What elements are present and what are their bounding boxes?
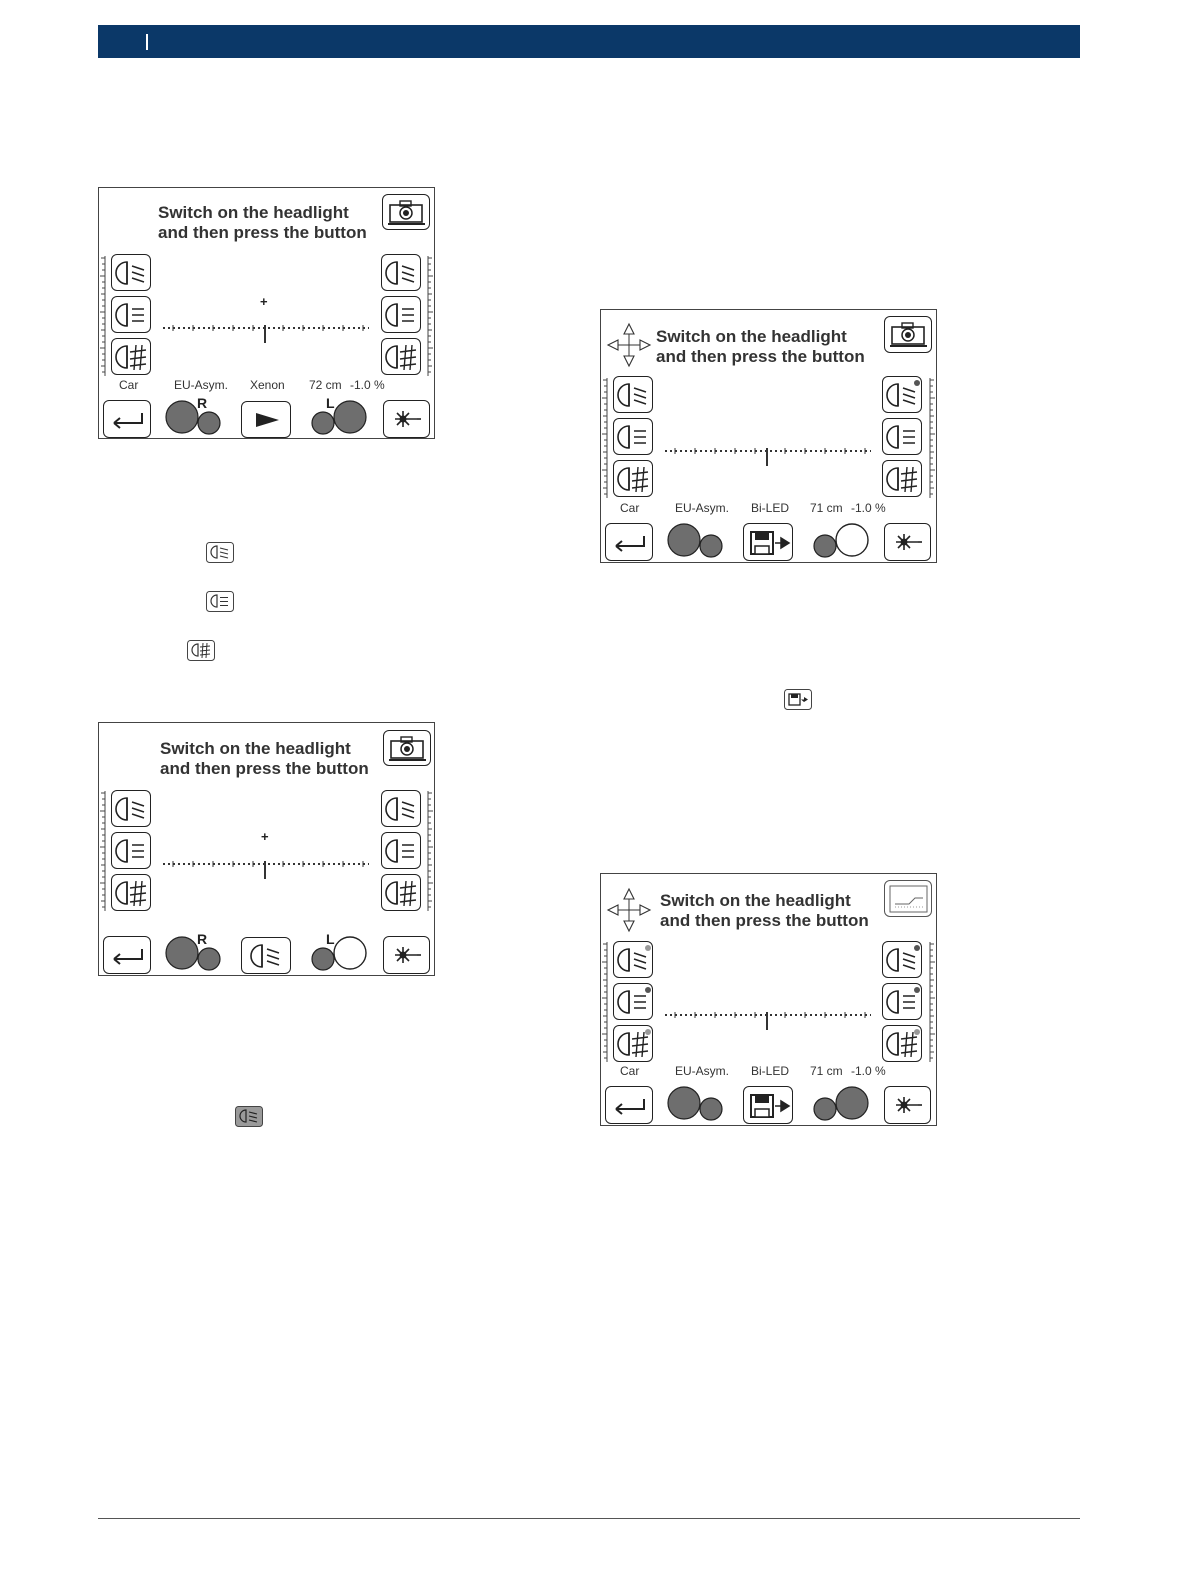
low-beam-button-left[interactable] — [111, 790, 151, 827]
low-beam-select-button[interactable] — [241, 937, 291, 974]
high-beam-button-right[interactable] — [882, 983, 922, 1020]
low-beam-button-right[interactable] — [381, 790, 421, 827]
camera-button[interactable] — [383, 730, 431, 766]
fog-light-button-right[interactable] — [381, 338, 421, 375]
lamp-type-label: Bi-LED — [751, 501, 790, 515]
screen-message-line2: and then press the button — [660, 911, 869, 930]
high-beam-button-left[interactable] — [613, 983, 653, 1020]
low-beam-button-right[interactable] — [882, 376, 922, 413]
low-beam-icon — [883, 377, 923, 414]
high-beam-icon — [206, 591, 234, 612]
laser-button[interactable] — [383, 936, 430, 974]
light-type-label: EU-Asym. — [675, 501, 729, 515]
fog-light-icon — [187, 640, 215, 661]
lamp-type-label: Xenon — [250, 378, 285, 392]
laser-button[interactable] — [884, 1086, 931, 1124]
graph-icon — [885, 881, 933, 918]
back-button[interactable] — [103, 936, 151, 974]
screen-message-line2: and then press the button — [158, 223, 367, 242]
distance-label: 71 cm — [810, 1064, 843, 1078]
fog-light-icon — [614, 461, 654, 498]
high-beam-button-right[interactable] — [381, 832, 421, 869]
save-forward-button[interactable] — [743, 523, 793, 561]
light-type-label: EU-Asym. — [174, 378, 228, 392]
high-beam-button-right[interactable] — [381, 296, 421, 333]
right-scale — [929, 942, 937, 1062]
low-beam-icon — [112, 255, 152, 292]
move-arrows-icon — [606, 322, 652, 368]
start-button[interactable] — [241, 401, 291, 438]
low-beam-button-left[interactable] — [613, 376, 653, 413]
fog-light-button-left[interactable] — [111, 874, 151, 911]
light-type-label: EU-Asym. — [675, 1064, 729, 1078]
screen-message-line1: Switch on the headlight — [160, 739, 351, 758]
high-beam-icon — [112, 833, 152, 870]
high-beam-icon — [112, 297, 152, 334]
left-scale — [99, 256, 107, 376]
camera-icon — [383, 195, 431, 231]
low-beam-selected-icon — [235, 1106, 263, 1127]
low-beam-button-right[interactable] — [381, 254, 421, 291]
footer-rule — [98, 1518, 1080, 1519]
low-beam-icon — [112, 791, 152, 828]
screen-message-line2: and then press the button — [160, 759, 369, 778]
right-side-selector[interactable] — [665, 521, 729, 563]
high-beam-icon — [614, 984, 654, 1021]
low-beam-button-right[interactable] — [882, 941, 922, 978]
low-beam-icon — [206, 542, 234, 563]
high-beam-icon — [382, 297, 422, 334]
graph-button[interactable] — [884, 880, 932, 917]
screen-4 — [600, 873, 937, 1126]
screen-message-line2: and then press the button — [656, 347, 865, 366]
inclination-label: -1.0 % — [350, 378, 385, 392]
horizontal-reference-line — [665, 1010, 871, 1032]
inclination-label: -1.0 % — [851, 501, 886, 515]
screen-message-line1: Switch on the headlight — [158, 203, 349, 222]
camera-icon — [384, 731, 432, 767]
low-beam-icon — [883, 942, 923, 979]
fog-light-button-left[interactable] — [613, 1025, 653, 1062]
high-beam-button-right[interactable] — [882, 418, 922, 455]
right-side-marker: R — [197, 395, 208, 411]
low-beam-icon — [382, 791, 422, 828]
fog-light-button-left[interactable] — [111, 338, 151, 375]
screen-3 — [600, 309, 937, 563]
left-scale — [601, 378, 609, 498]
back-button[interactable] — [605, 523, 653, 561]
left-scale — [601, 942, 609, 1062]
fog-light-icon — [382, 339, 422, 376]
left-side-marker: L — [326, 395, 335, 411]
camera-button[interactable] — [884, 316, 932, 353]
right-scale — [427, 256, 435, 376]
low-beam-button-left[interactable] — [111, 254, 151, 291]
fog-light-icon — [112, 339, 152, 376]
high-beam-icon — [382, 833, 422, 870]
right-side-selector[interactable] — [163, 398, 227, 439]
right-side-selector[interactable] — [163, 934, 227, 976]
vehicle-label: Car — [620, 501, 640, 515]
distance-label: 72 cm — [309, 378, 342, 392]
laser-icon — [885, 1087, 932, 1125]
save-forward-icon — [744, 1087, 794, 1125]
return-arrow-icon — [606, 1087, 654, 1125]
high-beam-icon — [883, 419, 923, 456]
save-forward-button[interactable] — [743, 1086, 793, 1124]
laser-icon — [384, 937, 431, 975]
fog-light-button-right[interactable] — [882, 460, 922, 497]
horizontal-reference-line — [163, 859, 369, 881]
high-beam-button-left[interactable] — [613, 418, 653, 455]
low-beam-icon — [614, 942, 654, 979]
move-arrows-icon — [606, 887, 652, 933]
camera-button[interactable] — [382, 194, 430, 230]
fog-light-icon — [382, 875, 422, 912]
vehicle-label: Car — [620, 1064, 640, 1078]
right-scale — [929, 378, 937, 498]
laser-button[interactable] — [383, 400, 430, 438]
play-icon — [242, 402, 292, 439]
return-arrow-icon — [606, 524, 654, 562]
lamp-type-label: Bi-LED — [751, 1064, 790, 1078]
screen-message-line1: Switch on the headlight — [660, 891, 851, 910]
camera-icon — [885, 317, 933, 354]
low-beam-button-left[interactable] — [613, 941, 653, 978]
header-divider — [146, 34, 148, 50]
left-scale — [99, 791, 107, 911]
left-side-marker: L — [326, 931, 335, 947]
left-side-selector[interactable] — [307, 934, 371, 976]
inclination-label: -1.0 % — [851, 1064, 886, 1078]
right-side-marker: R — [197, 931, 208, 947]
laser-button[interactable] — [884, 523, 931, 561]
distance-label: 71 cm — [810, 501, 843, 515]
back-button[interactable] — [605, 1086, 653, 1124]
fog-light-icon — [112, 875, 152, 912]
right-side-selector[interactable] — [665, 1084, 729, 1126]
back-button[interactable] — [103, 400, 151, 438]
laser-icon — [384, 401, 431, 439]
fog-light-icon — [883, 1026, 923, 1063]
fog-light-button-right[interactable] — [381, 874, 421, 911]
save-forward-icon — [744, 524, 794, 562]
fog-light-button-right[interactable] — [882, 1025, 922, 1062]
header-bar — [98, 25, 1080, 58]
center-cross-marker: + — [261, 829, 269, 844]
left-side-selector[interactable] — [809, 1084, 873, 1126]
low-beam-icon — [614, 377, 654, 414]
return-arrow-icon — [104, 401, 152, 439]
high-beam-button-left[interactable] — [111, 832, 151, 869]
horizontal-reference-line — [163, 323, 369, 345]
right-scale — [427, 791, 435, 911]
horizontal-reference-line — [665, 446, 871, 468]
low-beam-icon — [382, 255, 422, 292]
fog-light-button-left[interactable] — [613, 460, 653, 497]
laser-icon — [885, 524, 932, 562]
high-beam-icon — [614, 419, 654, 456]
screen-1 — [98, 187, 435, 439]
low-beam-icon — [242, 938, 292, 975]
high-beam-button-left[interactable] — [111, 296, 151, 333]
save-forward-icon — [784, 689, 812, 710]
return-arrow-icon — [104, 937, 152, 975]
fog-light-icon — [614, 1026, 654, 1063]
left-side-selector[interactable] — [809, 521, 873, 563]
high-beam-icon — [883, 984, 923, 1021]
fog-light-icon — [883, 461, 923, 498]
left-side-selector[interactable] — [307, 398, 371, 439]
screen-message-line1: Switch on the headlight — [656, 327, 847, 346]
screen-2 — [98, 722, 435, 976]
center-cross-marker: + — [260, 294, 268, 309]
vehicle-label: Car — [119, 378, 139, 392]
